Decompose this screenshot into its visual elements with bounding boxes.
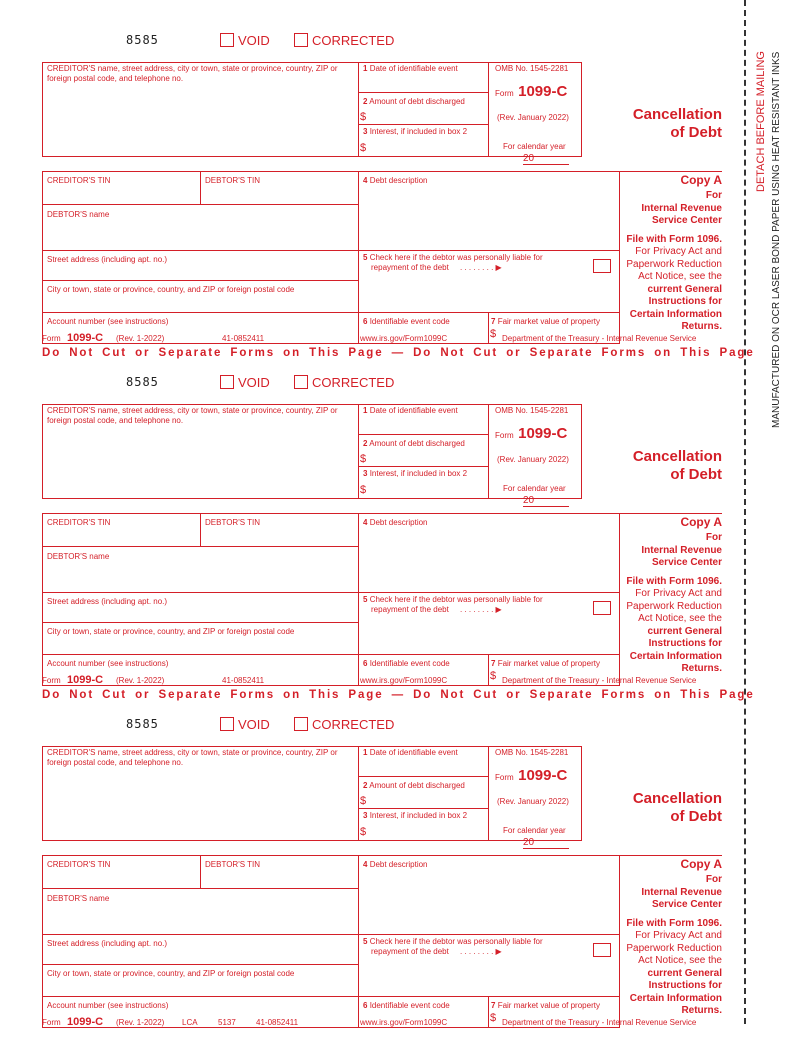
footer-catalog: 41-0852411: [222, 676, 265, 685]
form-title: [590, 106, 722, 142]
privacy-line7: Returns.: [681, 663, 722, 674]
box7-dollar: $: [490, 670, 497, 682]
city-field[interactable]: [42, 280, 359, 313]
copy-a-panel: [619, 855, 722, 1016]
box7-dollar: $: [490, 328, 497, 340]
year-prefix: 20: [523, 837, 535, 848]
footer-revision: (Rev. 1-2022): [116, 334, 165, 343]
debtor-tin-label: DEBTOR'S TIN: [205, 860, 261, 869]
copy-a-panel: [619, 171, 722, 332]
box5-checkbox[interactable]: [593, 259, 611, 273]
box7-number: 7: [491, 659, 496, 668]
footer-department: Department of the Treasury - Internal Revenue Service: [502, 1018, 697, 1027]
box4-debt-description-field[interactable]: [358, 513, 620, 593]
calendar-year-field[interactable]: [523, 495, 569, 507]
privacy-line4: current General: [647, 967, 722, 979]
form-name: 1099-C: [518, 767, 568, 784]
box3-interest-field[interactable]: [358, 808, 489, 841]
box1-number: 1: [363, 748, 368, 757]
box5-checkbox[interactable]: [593, 601, 611, 615]
footer-department: Department of the Treasury - Internal Revenue Service: [502, 334, 697, 343]
box4-label: Debt description: [369, 518, 428, 527]
form-title: [590, 790, 722, 826]
copy-a-label: Copy A: [680, 857, 722, 871]
irs-line1: Internal Revenue: [641, 886, 722, 898]
box1-date-field[interactable]: [358, 404, 489, 435]
box2-label: Amount of debt discharged: [369, 97, 465, 106]
box5-dots: . . . . . . . .: [459, 947, 494, 956]
box2-number: 2: [363, 97, 368, 106]
debtor-tin-label: DEBTOR'S TIN: [205, 518, 261, 527]
file-with-label: File with Form 1096.: [626, 575, 722, 587]
form-1099c-copy: [0, 32, 760, 374]
box5-number: 5: [363, 595, 368, 604]
box5-label-1: Check here if the debtor was personally liable for: [369, 253, 543, 262]
creditor-tin-field[interactable]: [42, 855, 201, 889]
copy-a-label: Copy A: [680, 173, 722, 187]
box5-liable-field: 5 Check here if the debtor was personally liable for repayment of the debt . . . . . . . . ▶: [358, 934, 620, 997]
form-1099c-copy: [0, 716, 760, 1058]
box1-label: Date of identifiable event: [369, 406, 458, 415]
privacy-line6: Certain Information: [629, 650, 722, 662]
box5-liable-field: 5 Check here if the debtor was personally liable for repayment of the debt . . . . . . . . ▶: [358, 250, 620, 313]
privacy-line5: Instructions for: [648, 980, 722, 991]
box1-label: Date of identifiable event: [369, 748, 458, 757]
creditor-name-field[interactable]: [42, 746, 359, 841]
box5-label-2: repayment of the debt: [371, 263, 449, 272]
calendar-year-label: For calendar year: [503, 484, 566, 493]
form-name: 1099-C: [518, 425, 568, 442]
debtor-tin-field[interactable]: [200, 855, 359, 889]
omb-number: OMB No. 1545-2281: [495, 64, 569, 73]
street-label: Street address (including apt. no.): [47, 255, 168, 264]
box3-label: Interest, if included in box 2: [369, 127, 468, 136]
creditor-label: CREDITOR'S name, street address, city or town, state or province, country, ZIP or foreign postal code, and telephone no.: [47, 406, 338, 425]
title-line2: of Debt: [670, 124, 722, 141]
form-id-box: [488, 746, 582, 848]
privacy-line5: Instructions for: [648, 296, 722, 307]
debtor-name-field[interactable]: [42, 888, 359, 935]
form-word: Form: [495, 89, 514, 98]
box2-number: 2: [363, 439, 368, 448]
form-topline: [0, 32, 760, 48]
box6-number: 6: [363, 1001, 368, 1010]
city-label: City or town, state or province, country, and ZIP or foreign postal code: [47, 285, 295, 294]
omb-number: OMB No. 1545-2281: [495, 406, 569, 415]
privacy-line4: current General: [647, 283, 722, 295]
file-with-label: File with Form 1096.: [626, 917, 722, 929]
creditor-tin-label: CREDITOR'S TIN: [47, 860, 111, 869]
form-footer: [42, 334, 722, 346]
file-with-label: File with Form 1096.: [626, 233, 722, 245]
box2-amount-field[interactable]: [358, 776, 489, 809]
privacy-line4: current General: [647, 625, 722, 637]
box5-number: 5: [363, 937, 368, 946]
privacy-line5: Instructions for: [648, 638, 722, 649]
box1-date-field[interactable]: [358, 62, 489, 93]
box1-number: 1: [363, 64, 368, 73]
creditor-name-field[interactable]: [42, 404, 359, 499]
year-prefix: 20: [523, 495, 535, 506]
creditor-label: CREDITOR'S name, street address, city or town, state or province, country, ZIP or foreign postal code, and telephone no.: [47, 748, 338, 767]
do-not-cut-notice: Do Not Cut or Separate Forms on This Page — Do Not Cut or Separate Forms on This Page: [42, 689, 755, 701]
calendar-year-field[interactable]: [523, 837, 569, 849]
box3-dollar: $: [360, 826, 367, 838]
form-topline: [0, 374, 760, 390]
debtor-tin-field[interactable]: [200, 513, 359, 547]
title-line1: Cancellation: [632, 790, 722, 807]
box2-dollar: $: [360, 795, 367, 807]
box7-label: Fair market value of property: [497, 1001, 600, 1010]
title-line2: of Debt: [670, 808, 722, 825]
box5-dots: . . . . . . . .: [459, 263, 494, 272]
form-name: 1099-C: [518, 83, 568, 100]
copy-a-panel: [619, 513, 722, 674]
account-label: Account number (see instructions): [47, 659, 169, 668]
form-revision: (Rev. January 2022): [497, 455, 569, 464]
calendar-year-field[interactable]: [523, 153, 569, 165]
form-word: Form: [495, 431, 514, 440]
year-prefix: 20: [523, 153, 535, 164]
box2-label: Amount of debt discharged: [369, 439, 465, 448]
copy-a-label: Copy A: [680, 515, 722, 529]
box1-date-field[interactable]: [358, 746, 489, 777]
footer-revision: (Rev. 1-2022): [116, 1018, 165, 1027]
corrected-label: CORRECTED: [312, 717, 395, 732]
privacy-line1: For Privacy Act and: [635, 246, 722, 257]
box6-label: Identifiable event code: [369, 317, 450, 326]
for-label: For: [705, 874, 722, 885]
footer-form-word: Form: [42, 676, 61, 685]
creditor-tin-field[interactable]: [42, 513, 201, 547]
form-revision: (Rev. January 2022): [497, 113, 569, 122]
box6-label: Identifiable event code: [369, 659, 450, 668]
city-label: City or town, state or province, country, and ZIP or foreign postal code: [47, 969, 295, 978]
irs-line1: Internal Revenue: [641, 544, 722, 556]
city-label: City or town, state or province, country, and ZIP or foreign postal code: [47, 627, 295, 636]
box4-debt-description-field[interactable]: [358, 171, 620, 251]
box5-number: 5: [363, 253, 368, 262]
form-id-box: [488, 404, 582, 506]
account-label: Account number (see instructions): [47, 1001, 169, 1010]
city-field[interactable]: [42, 964, 359, 997]
footer-url: www.irs.gov/Form1099C: [360, 676, 448, 685]
form-topline: [0, 716, 760, 732]
void-label: VOID: [238, 33, 270, 48]
corrected-label: CORRECTED: [312, 375, 395, 390]
street-address-field[interactable]: [42, 592, 359, 623]
form-revision: (Rev. January 2022): [497, 797, 569, 806]
void-checkbox[interactable]: [220, 717, 234, 731]
debtor-name-label: DEBTOR'S name: [47, 552, 110, 561]
footer-lca: LCA: [182, 1018, 198, 1027]
box3-interest-field[interactable]: [358, 124, 489, 157]
box6-label: Identifiable event code: [369, 1001, 450, 1010]
street-label: Street address (including apt. no.): [47, 939, 168, 948]
void-label: VOID: [238, 717, 270, 732]
form-code: 8585: [126, 375, 159, 389]
void-checkbox[interactable]: [220, 375, 234, 389]
irs-line2: Service Center: [651, 557, 722, 568]
box7-number: 7: [491, 317, 496, 326]
footer-form-word: Form: [42, 334, 61, 343]
privacy-line2: Paperwork Reduction: [626, 600, 722, 612]
for-label: For: [705, 532, 722, 543]
irs-line2: Service Center: [651, 899, 722, 910]
corrected-checkbox[interactable]: [294, 33, 308, 47]
irs-line2: Service Center: [651, 215, 722, 226]
box5-liable-field: 5 Check here if the debtor was personally liable for repayment of the debt . . . . . . . . ▶: [358, 592, 620, 655]
form-title: [590, 448, 722, 484]
box7-dollar: $: [490, 1012, 497, 1024]
box4-label: Debt description: [369, 176, 428, 185]
box3-number: 3: [363, 127, 368, 136]
privacy-line6: Certain Information: [629, 308, 722, 320]
street-address-field[interactable]: [42, 250, 359, 281]
privacy-line6: Certain Information: [629, 992, 722, 1004]
box4-label: Debt description: [369, 860, 428, 869]
box2-amount-field[interactable]: [358, 434, 489, 467]
box6-number: 6: [363, 659, 368, 668]
box3-number: 3: [363, 469, 368, 478]
box2-amount-field[interactable]: [358, 92, 489, 125]
void-label: VOID: [238, 375, 270, 390]
calendar-year-label: For calendar year: [503, 826, 566, 835]
box2-dollar: $: [360, 453, 367, 465]
privacy-line1: For Privacy Act and: [635, 588, 722, 599]
privacy-line7: Returns.: [681, 321, 722, 332]
title-line2: of Debt: [670, 466, 722, 483]
form-1099c-copy: [0, 374, 760, 716]
privacy-line1: For Privacy Act and: [635, 930, 722, 941]
privacy-line3: Act Notice, see the: [638, 271, 722, 282]
box3-label: Interest, if included in box 2: [369, 469, 468, 478]
privacy-line2: Paperwork Reduction: [626, 258, 722, 270]
box7-label: Fair market value of property: [497, 659, 600, 668]
debtor-name-label: DEBTOR'S name: [47, 210, 110, 219]
box5-label-1: Check here if the debtor was personally liable for: [369, 937, 543, 946]
corrected-checkbox[interactable]: [294, 717, 308, 731]
debtor-tin-label: DEBTOR'S TIN: [205, 176, 261, 185]
box5-checkbox[interactable]: [593, 943, 611, 957]
box1-label: Date of identifiable event: [369, 64, 458, 73]
form-code: 8585: [126, 33, 159, 47]
irs-line1: Internal Revenue: [641, 202, 722, 214]
box4-number: 4: [363, 860, 368, 869]
street-address-field[interactable]: [42, 934, 359, 965]
footer-url: www.irs.gov/Form1099C: [360, 1018, 448, 1027]
box6-number: 6: [363, 317, 368, 326]
omb-number: OMB No. 1545-2281: [495, 748, 569, 757]
debtor-name-field[interactable]: [42, 204, 359, 251]
footer-form-name: 1099-C: [67, 332, 104, 344]
city-field[interactable]: [42, 622, 359, 655]
box2-number: 2: [363, 781, 368, 790]
box5-label-2: repayment of the debt: [371, 947, 449, 956]
box5-dots: . . . . . . . .: [459, 605, 494, 614]
privacy-line3: Act Notice, see the: [638, 613, 722, 624]
creditor-tin-field[interactable]: [42, 171, 201, 205]
privacy-line2: Paperwork Reduction: [626, 942, 722, 954]
creditor-name-field[interactable]: [42, 62, 359, 157]
footer-department: Department of the Treasury - Internal Revenue Service: [502, 676, 697, 685]
box3-interest-field[interactable]: [358, 466, 489, 499]
footer-catalog: 41-0852411: [256, 1018, 299, 1027]
debtor-name-label: DEBTOR'S name: [47, 894, 110, 903]
manufactured-notice: MANUFACTURED ON OCR LASER BOND PAPER USING HEAT RESISTANT INKS: [771, 51, 782, 428]
do-not-cut-notice: Do Not Cut or Separate Forms on This Page — Do Not Cut or Separate Forms on This Page: [42, 347, 755, 359]
box5-label-2: repayment of the debt: [371, 605, 449, 614]
form-footer: [42, 676, 722, 688]
account-label: Account number (see instructions): [47, 317, 169, 326]
detach-notice: DETACH BEFORE MAILING: [755, 51, 767, 192]
form-footer: [42, 1018, 722, 1030]
privacy-line3: Act Notice, see the: [638, 955, 722, 966]
box7-number: 7: [491, 1001, 496, 1010]
box4-debt-description-field[interactable]: [358, 855, 620, 935]
box3-dollar: $: [360, 484, 367, 496]
title-line1: Cancellation: [632, 448, 722, 465]
creditor-tin-label: CREDITOR'S TIN: [47, 518, 111, 527]
form-code: 8585: [126, 717, 159, 731]
debtor-name-field[interactable]: [42, 546, 359, 593]
creditor-tin-label: CREDITOR'S TIN: [47, 176, 111, 185]
title-line1: Cancellation: [632, 106, 722, 123]
footer-url: www.irs.gov/Form1099C: [360, 334, 448, 343]
footer-form-word: Form: [42, 1018, 61, 1027]
box4-number: 4: [363, 518, 368, 527]
box3-label: Interest, if included in box 2: [369, 811, 468, 820]
form-id-box: [488, 62, 582, 164]
creditor-label: CREDITOR'S name, street address, city or town, state or province, country, ZIP or foreign postal code, and telephone no.: [47, 64, 338, 83]
corrected-checkbox[interactable]: [294, 375, 308, 389]
void-checkbox[interactable]: [220, 33, 234, 47]
form-word: Form: [495, 773, 514, 782]
box2-dollar: $: [360, 111, 367, 123]
box3-number: 3: [363, 811, 368, 820]
footer-form-name: 1099-C: [67, 1016, 104, 1028]
for-label: For: [705, 190, 722, 201]
box5-label-1: Check here if the debtor was personally liable for: [369, 595, 543, 604]
street-label: Street address (including apt. no.): [47, 597, 168, 606]
footer-5137: 5137: [218, 1018, 236, 1027]
footer-revision: (Rev. 1-2022): [116, 676, 165, 685]
corrected-label: CORRECTED: [312, 33, 395, 48]
debtor-tin-field[interactable]: [200, 171, 359, 205]
box4-number: 4: [363, 176, 368, 185]
box2-label: Amount of debt discharged: [369, 781, 465, 790]
privacy-line7: Returns.: [681, 1005, 722, 1016]
box7-label: Fair market value of property: [497, 317, 600, 326]
footer-form-name: 1099-C: [67, 674, 104, 686]
calendar-year-label: For calendar year: [503, 142, 566, 151]
box3-dollar: $: [360, 142, 367, 154]
box1-number: 1: [363, 406, 368, 415]
footer-catalog: 41-0852411: [222, 334, 265, 343]
